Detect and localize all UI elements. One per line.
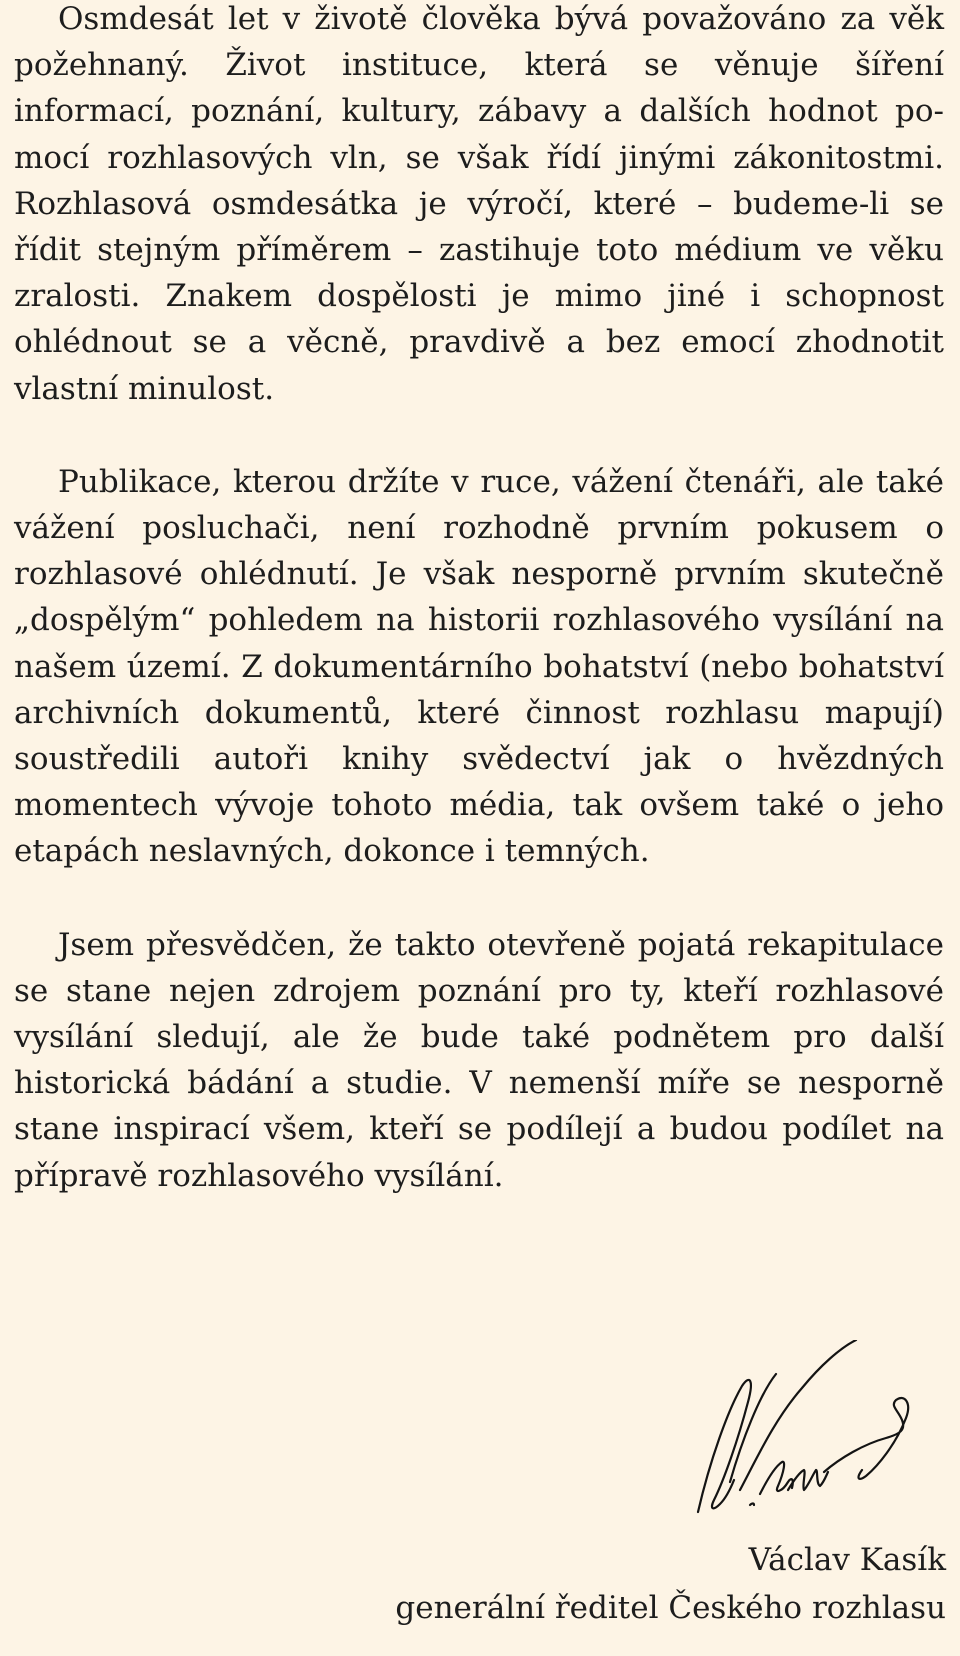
handwritten-signature <box>690 1340 940 1530</box>
document-body <box>14 0 944 1199</box>
paragraph-2: Publikace, kterou držíte v ruce, vážení čtenáři, ale také vážení posluchači, není rozhodně prvním pokusem o rozhlasové ohlédnutí. Je však nesporně prvním skutečně „dospělým“ pohledem na historii rozhlasového vysílání na našem území. Z dokumentárního bohatství (nebo bohatství archivních dokumentů, které činnost rozhlasu mapují) soustředili autoři knihy svědectví jak o hvězdných momentech vývoje tohoto média, tak ovšem také o jeho etapách neslavných, dokonce i temných. <box>14 463 944 870</box>
paragraph-3: Jsem přesvědčen, že takto otevřeně pojatá rekapitulace se stane nejen zdrojem poznání pro ty, kteří rozhlasové vysílání sledují, ale že bude také podnětem pro další historická bádání a studie. V nemenší míře se nesporně stane inspirací všem, kteří se podílejí a budou podílet na přípravě rozhlasového vysílání. <box>14 926 944 1194</box>
paragraph-1: Osmdesát let v životě člověka bývá považováno za věk požehnaný. Život instituce, která se věnuje šíření informací, poznání, kultury, zábavy a dalších hodnot pomocí rozhlasových vln, se však řídí jinými zákonitostmi. Rozhlasová osmdesátka je výročí, které – budeme-li se řídit stejným příměrem – zastihuje toto médium ve věku zralosti. Znakem dospělosti je mimo jiné i schopnost ohlédnout se a věcně, pravdivě a bez emocí zhodnotit vlastní minulost. <box>14 1 944 407</box>
signature-block <box>395 1536 946 1632</box>
paragraph-spacer <box>14 875 944 922</box>
paragraph-spacer <box>14 412 944 459</box>
signer-title: generální ředitel Českého rozhlasu <box>395 1590 946 1626</box>
signer-name: Václav Kasík <box>748 1542 946 1578</box>
